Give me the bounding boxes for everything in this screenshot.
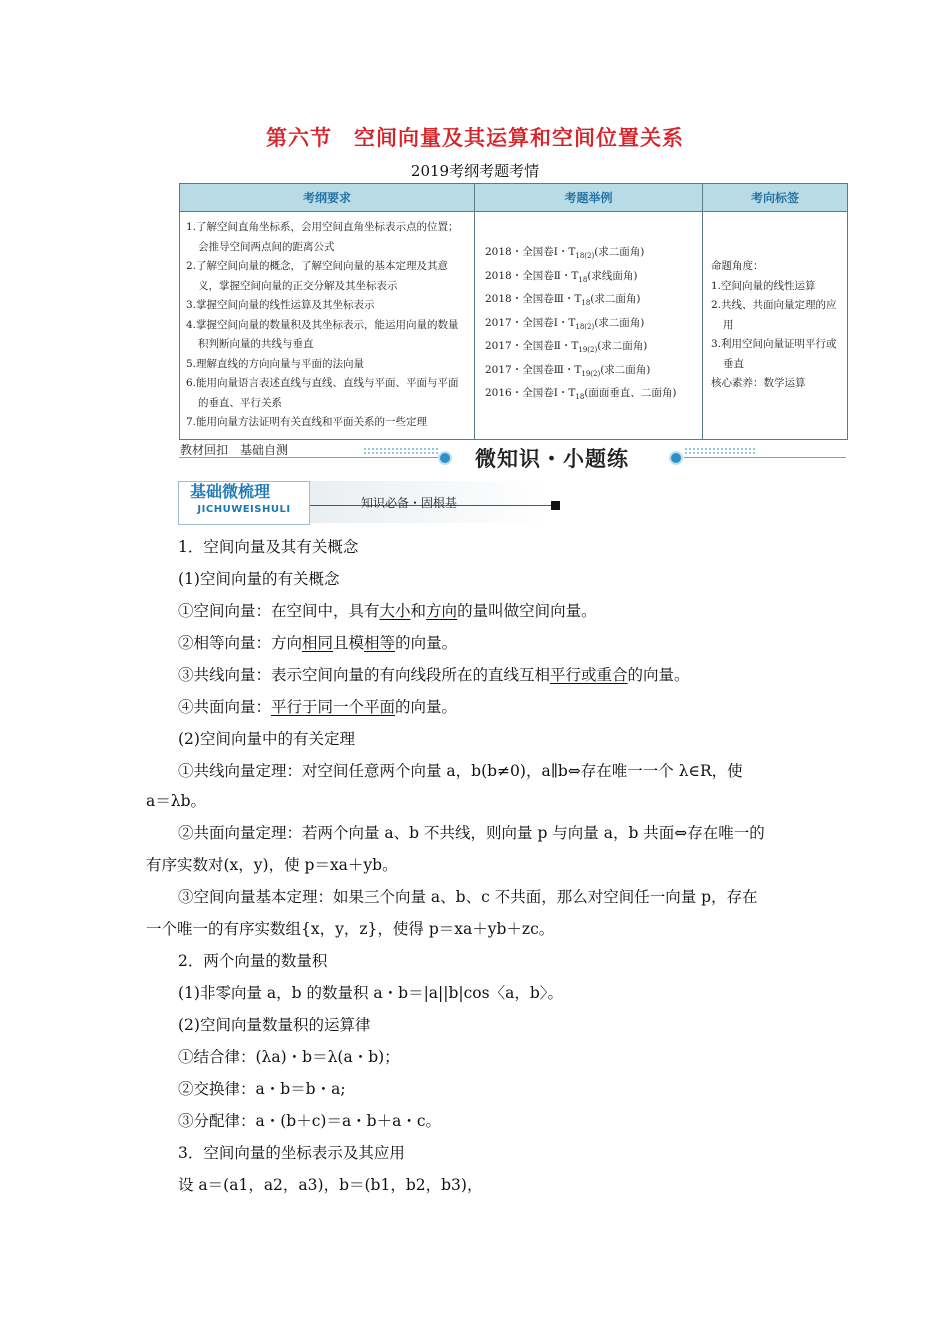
dotted-divider	[363, 447, 439, 455]
example-item: 2017・全国卷Ⅰ・$T_{18(2)}$(求二面角)	[485, 316, 645, 331]
concept-line: ④共面向量：平行于同一个平面的向量。	[178, 698, 458, 716]
table-header: 考纲要求	[180, 184, 475, 212]
law-line: ②交换律：a・b＝b・a;	[178, 1080, 346, 1098]
heading-3: 3．空间向量的坐标表示及其应用	[178, 1144, 405, 1162]
example-item: 2016・全国卷Ⅰ・$T_{18}$(面面垂直、二面角)	[485, 387, 677, 402]
definition-line: (1)非零向量 a，b 的数量积 a・b＝|a||b|cos〈a，b〉。	[178, 984, 563, 1002]
table-header: 考向标签	[703, 184, 848, 212]
dotted-divider	[684, 447, 756, 455]
requirement-item: 3.掌握空间向量的线性运算及其坐标表示	[186, 299, 375, 312]
square-marker-icon	[551, 501, 560, 510]
requirement-item: 1.了解空间直角坐标系，会用空间直角坐标表示点的位置；会推导空间两点间的距离公式	[186, 221, 459, 253]
concept-line: ③共线向量：表示空间向量的有向线段所在的直线互相平行或重合的向量。	[178, 666, 690, 684]
subheading: (1)空间向量的有关概念	[178, 570, 340, 588]
requirements-cell	[180, 212, 475, 440]
banner-left-label: 教材回扣 基础自测	[180, 443, 289, 457]
exam-outline-table	[179, 183, 848, 440]
heading-2: 2．两个向量的数量积	[178, 952, 328, 970]
requirement-item: 5.理解直线的方向向量与平面的法向量	[186, 357, 365, 370]
example-item: 2017・全国卷Ⅱ・$T_{19(2)}$(求二面角)	[485, 340, 648, 355]
concept-line: ②相等向量：方向相同且模相等的向量。	[178, 634, 458, 652]
example-item: 2018・全国卷Ⅰ・$T_{18(2)}$(求二面角)	[485, 245, 645, 261]
requirement-item: 2.了解空间向量的概念，了解空间向量的基本定理及其意义，掌握空间向量的正交分解及其坐标表示	[186, 260, 449, 292]
law-line: ①结合律：(λa)・b＝λ(a・b)；	[178, 1048, 400, 1066]
heading-1: 1．空间向量及其有关概念	[178, 538, 359, 556]
dot-circle-icon	[669, 451, 683, 465]
concept-line: ①空间向量：在空间中，具有大小和方向的量叫做空间向量。	[178, 602, 597, 620]
theorem-line: a＝λb。	[146, 792, 206, 810]
tag-item: 2.共线、共面向量定理的应用	[711, 299, 837, 331]
example-item: 2017・全国卷Ⅲ・$T_{19(2)}$(求二面角)	[485, 363, 651, 378]
coordinate-line: 设 a＝(a1，a2，a3)，b＝(b1，b2，b3)，	[178, 1176, 483, 1194]
tag-item: 3.利用空间向量证明平行或垂直	[711, 338, 837, 370]
table-header: 考题举例	[475, 184, 703, 212]
subheading: (2)空间向量数量积的运算律	[178, 1016, 371, 1034]
examples-cell	[475, 212, 703, 440]
banner-title: 微知识・小题练	[475, 446, 629, 471]
example-item: 2018・全国卷Ⅱ・$T_{18}$(求线面角)	[485, 269, 638, 284]
requirement-item: 4.掌握空间向量的数量积及其坐标表示，能运用向量的数量积判断向量的共线与垂直	[186, 318, 459, 351]
tag-item: 1.空间向量的线性运算	[711, 279, 816, 292]
theorem-line: 一个唯一的有序实数组{x，y，z}，使得 p＝xa＋yb＋zc。	[146, 920, 555, 938]
example-item: 2018・全国卷Ⅲ・$T_{18}$(求二面角)	[485, 293, 641, 308]
section-tag-pinyin: JICHUWEISHULI	[197, 504, 291, 515]
section-tag-title: 基础微梳理	[190, 482, 271, 501]
subheading: (2)空间向量中的有关定理	[178, 730, 355, 748]
theorem-line: 有序实数对(x，y)，使 p＝xa＋yb。	[146, 856, 398, 874]
tag-item: 命题角度：	[711, 260, 764, 273]
section-tag-slogan: 知识必备・固根基	[361, 496, 458, 510]
divider-line	[684, 457, 846, 458]
theorem-line: ①共线向量定理：对空间任意两个向量 a，b(b≠0)，a∥b⇔存在唯一一个 λ∈R，使	[178, 762, 743, 780]
requirement-item: 6.能用向量语言表述直线与直线、直线与平面、平面与平面的垂直、平行关系	[186, 377, 459, 409]
dot-circle-icon	[438, 451, 452, 465]
tags-cell	[703, 212, 848, 440]
law-line: ③分配律：a・(b＋c)＝a・b＋a・c。	[178, 1112, 442, 1130]
table-header-row	[180, 184, 848, 212]
requirement-item: 7.能用向量方法证明有关直线和平面关系的一些定理	[186, 416, 428, 429]
divider-line	[179, 457, 438, 458]
page-subtitle: 2019考纲考题考情	[410, 162, 540, 180]
page-title: 第六节 空间向量及其运算和空间位置关系	[266, 126, 684, 150]
tag-item: 核心素养：数学运算	[711, 377, 806, 390]
theorem-line: ③空间向量基本定理：如果三个向量 a、b、c 不共面，那么对空间任一向量 p，存在	[178, 888, 758, 906]
table-row	[180, 212, 848, 440]
theorem-line: ②共面向量定理：若两个向量 a、b 不共线，则向量 p 与向量 a，b 共面⇔存在唯一的	[178, 824, 765, 842]
